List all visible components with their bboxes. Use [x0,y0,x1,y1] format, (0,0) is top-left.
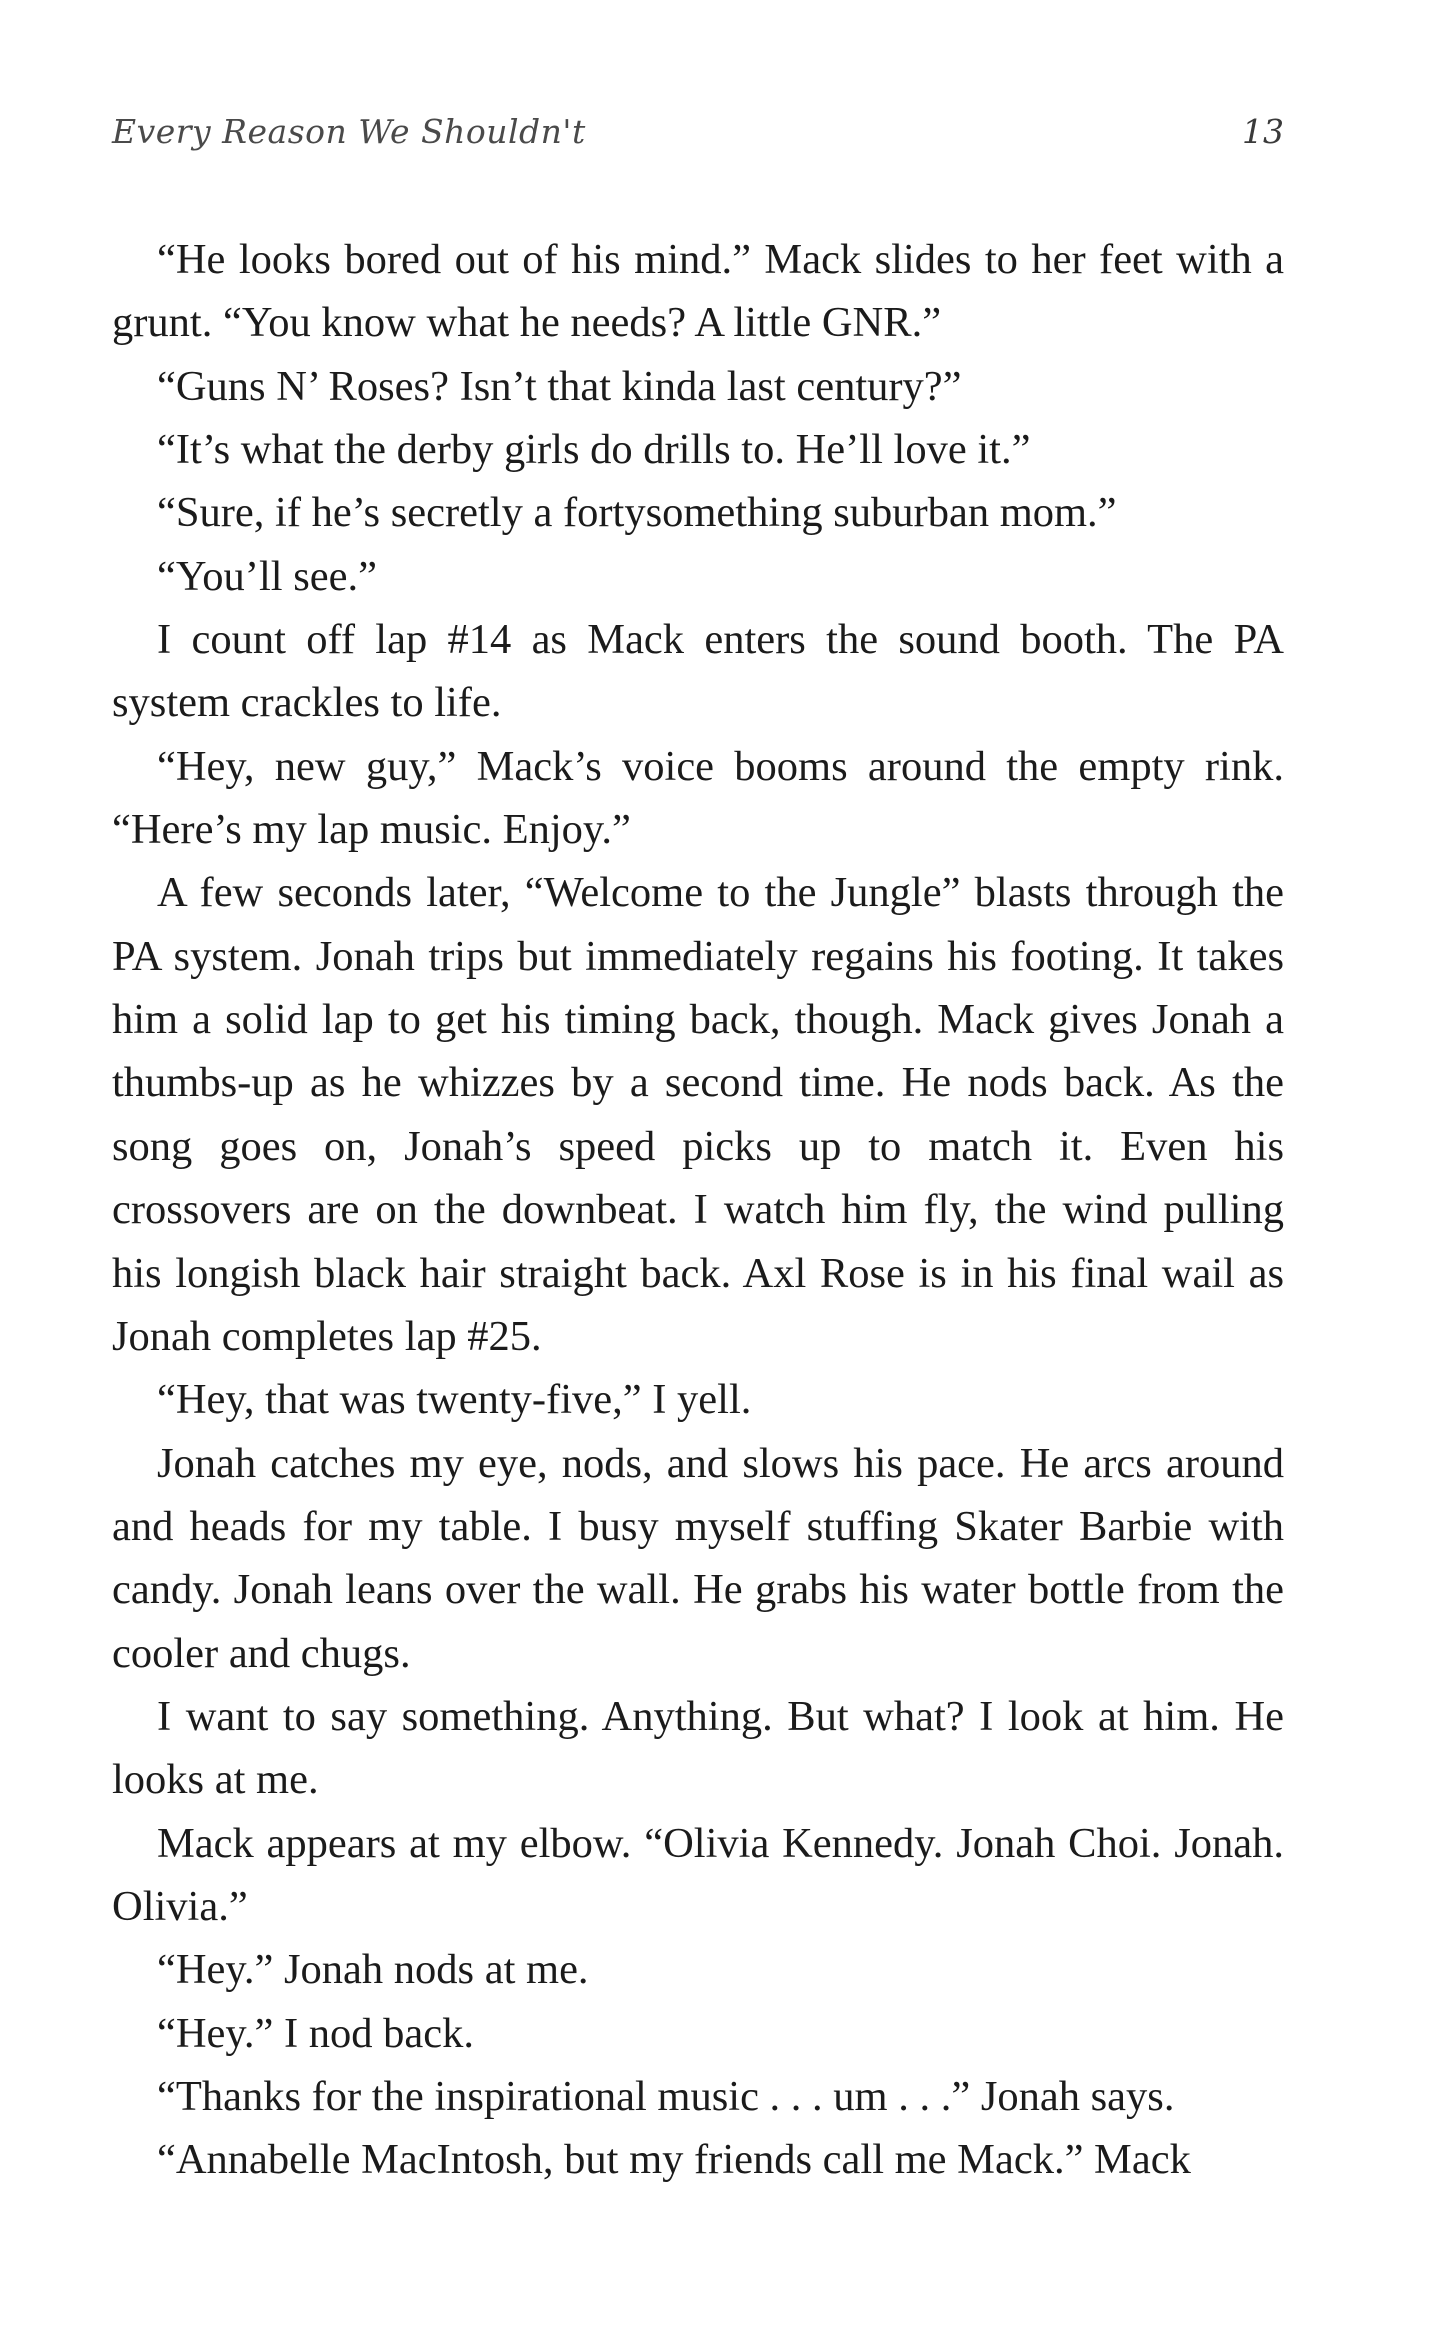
running-title: Every Reason We Shouldn't [112,112,586,151]
running-header [112,112,1284,162]
paragraph: “Hey.” I nod back. [157,2009,475,2057]
paragraph: A few seconds later, “Welcome to the Jungle” blasts through the PA system. Jonah trips but immediately regains his footing. It takes him a solid lap to get his timing back, though. Mack gives Jonah a thumbs-up as he whizzes by a second time. He nods back. As the song goes on, Jonah’s speed picks up to match it. Even his crossovers are on the downbeat. I watch him fly, the wind pulling his longish black hair straight back. Axl Rose is in his final wail as Jonah completes lap #25. [112,869,1284,1360]
paragraph: I want to say something. Anything. But what? I look at him. He looks at me. [112,1692,1284,1804]
paragraph: “Hey, new guy,” Mack’s voice booms around the empty rink. “Here’s my lap music. Enjoy.” [112,742,1284,854]
page-number: 13 [1242,112,1284,151]
paragraph: Mack appears at my elbow. “Olivia Kennedy. Jonah Choi. Jonah. Olivia.” [112,1819,1284,1930]
paragraph: “Hey, that was twenty-five,” I yell. [157,1376,752,1424]
paragraph: I count off lap #14 as Mack enters the sound booth. The PA system crackles to life. [112,616,1284,727]
paragraph: Jonah catches my eye, nods, and slows his pace. He arcs around and heads for my table. I busy myself stuffing Skater Barbie with candy. Jonah leans over the wall. He grabs his water bottle from the cooler and chugs. [112,1439,1284,1677]
body-text [112,228,1284,2192]
paragraph: “Annabelle MacIntosh, but my friends call me Mack.” Mack [157,2136,1191,2184]
paragraph: “He looks bored out of his mind.” Mack slides to her feet with a grunt. “You know what he needs? A little GNR.” [112,236,1284,347]
paragraph: “Sure, if he’s secretly a fortysomething suburban mom.” [157,489,1117,537]
paragraph: “Guns N’ Roses? Isn’t that kinda last century?” [157,362,962,410]
paragraph: “It’s what the derby girls do drills to. He’ll love it.” [157,426,1031,474]
paragraph: “You’ll see.” [157,552,377,600]
paragraph: “Thanks for the inspirational music . . . um . . .” Jonah says. [157,2072,1175,2120]
paragraph: “Hey.” Jonah nods at me. [157,1946,589,1994]
